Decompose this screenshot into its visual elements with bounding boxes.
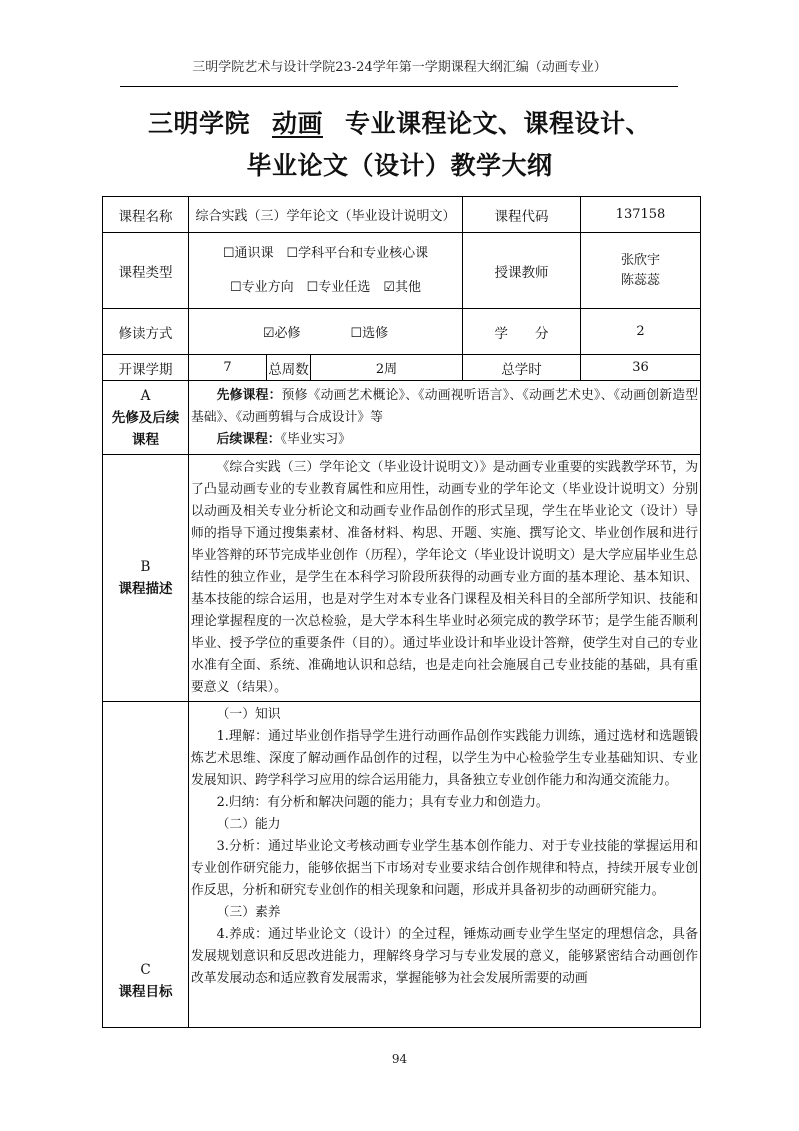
section-c-content <box>189 702 701 1028</box>
page-number: 94 <box>391 1052 408 1066</box>
follow-up-label: 后续课程： <box>216 431 281 447</box>
literacy-heading: （三）素养 <box>216 905 281 920</box>
course-type-label: 课程类型 <box>103 233 189 309</box>
weeks-label: 总周数 <box>267 355 311 381</box>
row-section-c <box>103 702 701 1028</box>
objective-2: 2.归纳：有分析和解决问题的能力；具有专业力和创造力。 <box>216 795 549 810</box>
syllabus-table <box>102 196 701 1028</box>
study-mode-label: 修读方式 <box>103 309 189 355</box>
title-major: 动画 <box>271 109 323 138</box>
objective-4: 4.养成：通过毕业论文（设计）的全过程，锤炼动画专业学生坚定的理想信念，具备发展规划意识和反思改进能力，理解终身学习与专业发展的意义，能够紧密结合动画创作改革发展动态和适应教育发展需求，掌握能够为社会发展所需要的动画 <box>191 927 698 986</box>
semester-value: 7 <box>189 355 267 381</box>
mode-required: ☑必修 <box>262 326 301 341</box>
prerequisite-label: 先修课程： <box>216 387 282 403</box>
objective-1: 1.理解：通过毕业创作指导学生进行动画作品创作实践能力训练，通过选材和选题锻炼艺术思维、深度了解动画作品创作的过程，以学生为中心检验学生专业基础知识、专业发展知识、跨学科学习应用的综合运用能力，具备独立专业创作能力和沟通交流能力。 <box>191 729 698 788</box>
section-a-title-2: 课程 <box>132 431 159 448</box>
course-code-value: 137158 <box>581 197 701 233</box>
credit-value: 2 <box>581 309 701 355</box>
section-b-content <box>189 455 701 702</box>
document-title-line1 <box>0 104 799 140</box>
course-type-options <box>189 233 463 309</box>
section-a-letter: A <box>140 387 151 404</box>
mode-elective: ☐选修 <box>350 326 389 341</box>
teacher-names <box>581 233 701 309</box>
course-type-options-row1: ☐通识课 ☐学科平台和专业核心课 <box>222 245 429 261</box>
title-prefix: 三明学院 <box>147 109 250 138</box>
teacher-name-1: 张欣宇 <box>620 252 660 268</box>
section-a-content <box>189 381 701 455</box>
ability-heading: （二）能力 <box>216 817 281 832</box>
section-b-title: 课程描述 <box>118 581 173 597</box>
knowledge-heading: （一）知识 <box>216 707 281 722</box>
header-rule <box>120 86 678 87</box>
document-title-line2: 毕业论文（设计）教学大纲 <box>246 151 553 180</box>
teacher-name-2: 陈蕊蕊 <box>620 272 660 288</box>
course-code-label: 课程代码 <box>463 197 581 233</box>
row-section-b <box>103 455 701 702</box>
title-suffix: 专业课程论文、课程设计、 <box>345 109 652 138</box>
section-b-letter: B <box>140 559 151 575</box>
section-a-heading <box>103 381 189 455</box>
section-c-heading <box>103 702 189 1028</box>
row-course-type <box>103 233 701 309</box>
weeks-value: 2周 <box>311 355 463 381</box>
row-semester <box>103 355 701 381</box>
prerequisite-text: 预修《动画艺术概论》、《动画视听语言》、《动画艺术史》、《动画创新造型基础》、《动画剪辑与合成设计》等 <box>191 387 698 425</box>
section-c-title: 课程目标 <box>118 984 173 1000</box>
course-name-value: 综合实践（三）学年论文（毕业设计说明文） <box>189 197 463 233</box>
teacher-label: 授课教师 <box>463 233 581 309</box>
section-a-title-1: 先修及后续 <box>111 409 180 426</box>
course-description: 《综合实践（三）学年论文（毕业设计说明文）》是动画专业重要的实践教学环节，为了凸显动画专业的专业教育属性和应用性，动画专业的学年论文（毕业设计说明文）分别以动画及相关专业分析论文和动画专业作品创作的形式呈现，学生在毕业论文（设计）导师的指导下通过搜集素材、准备材料、构思、开题、实施、撰写论文、毕业创作展和进行毕业答辩的环节完成毕业创作（历程），学年论文（毕业设计说明文）是大学应届毕业生总结性的独立作业，是学生在本科学习阶段所获得的动画专业方面的基本理论、基本知识、基本技能的综合运用，也是对学生对本专业各门课程及相关科目的全部所学知识、技能和理论掌握程度的一次总检验，是大学本科生毕业时必须完成的教学环节；是学生能否顺利毕业、授予学位的重要条件（目的）。通过毕业设计和毕业设计答辩，使学生对自己的专业水准有全面、系统、准确地认识和总结，也是走向社会施展自己专业技能的基础，具有重要意义（结果）。 <box>191 460 698 695</box>
semester-label: 开课学期 <box>103 355 189 381</box>
hours-value: 36 <box>581 355 701 381</box>
section-c-letter: C <box>140 962 151 978</box>
course-name-label: 课程名称 <box>103 197 189 233</box>
credit-label: 学 分 <box>463 309 581 355</box>
running-header: 三明学院艺术与设计学院23-24学年第一学期课程大纲汇编（动画专业） <box>192 60 607 75</box>
objective-3: 3.分析：通过毕业论文考核动画专业学生基本创作能力、对于专业技能的掌握运用和专业创作研究能力，能够依据当下市场对专业要求结合创作规律和特点，持续开展专业创作反思，分析和研究专业创作的相关现象和问题，形成并具备初步的动画研究能力。 <box>191 839 698 898</box>
course-type-options-row2: ☐专业方向 ☐专业任选 ☑其他 <box>230 279 421 295</box>
row-course-name <box>103 197 701 233</box>
hours-label: 总学时 <box>463 355 581 381</box>
follow-up-text: 《毕业实习》 <box>280 431 351 447</box>
section-b-heading <box>103 455 189 702</box>
row-section-a <box>103 381 701 455</box>
study-mode-options <box>189 309 463 355</box>
row-study-mode <box>103 309 701 355</box>
